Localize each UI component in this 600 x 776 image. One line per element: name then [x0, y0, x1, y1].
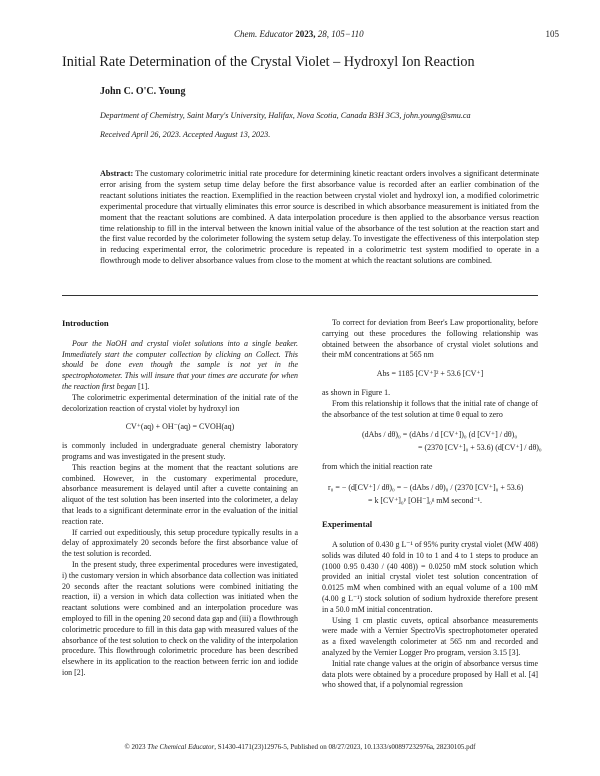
- left-column: [62, 318, 298, 679]
- intro-paragraph-4: This reaction begins at the moment that the reactant solutions are combined. However, in the customary experimental procedure, absorbance measurement is delayed until after a cuvette containing an aliquot of the test solution has been inserted into the colorimeter, a delay that leads to a significant determinate error in the evaluation of the initial reaction rate.: [62, 462, 298, 526]
- experimental-paragraph-1: A solution of 0.430 g L⁻¹ of 95% purity crystal violet (MW 408) solids was diluted 40 fold in 10 to 1 and 4 to 1 steps to produce an (1000 0.95 0.430 / (40 408)) = 0.0250 mM stock solution which provided an initial crystal violet test solution concentration of 0.0125 mM when combined with an equal volume of a 100 mM (4.00 g L⁻¹) stock solution of sodium hydroxide therefore present in a 50.0 mM initial concentration.: [322, 539, 538, 614]
- page-footer: © 2023 The Chemical Educator, S1430-4171(23)12976-5, Published on 08/27/2023, 10.1333/s00897232976a, 28230105.pdf: [124, 743, 476, 751]
- initial-rate-equation: r₀ = − (d[CV⁺] / dθ)₀ = − (dAbs / dθ)₀ / (2370 [CV⁺]₀ + 53.6) = k [CV⁺]₀ᵖ [OH⁻]₀ᵍ mM second⁻¹.: [328, 483, 524, 506]
- experimental-heading: Experimental: [322, 519, 373, 530]
- abstract: [100, 169, 539, 267]
- running-header: [234, 29, 364, 39]
- figure-reference: as shown in Figure 1.: [322, 387, 391, 397]
- received-accepted-dates: Received April 26, 2023. Accepted August 13, 2023.: [100, 130, 271, 139]
- intro-paragraph-3: is commonly included in undergraduate general chemistry laboratory programs and was investigated in the present study.: [62, 441, 298, 461]
- rate-equation: (dAbs / dθ)₀ = (dAbs / d [CV⁺])₀ (d [CV⁺] / dθ)₀ = (2370 [CV⁺]₀ + 53.6) (d[CV⁺] / dθ)₀: [362, 430, 542, 453]
- volume-pages: 28, 105−110: [317, 29, 364, 39]
- reaction-equation: CV⁺(aq) + OH⁻(aq) = CVOH(aq): [125, 422, 235, 432]
- article-title: Initial Rate Determination of the Crystal Violet – Hydroxyl Ion Reaction: [62, 54, 475, 70]
- abstract-text: The customary colorimetric initial rate procedure for determining kinetic reactant orders involves a significant determinate error arising from the system setup time delay before the first absorbance value is recorded after an earlier combination of the reactant solutions initiates the reaction. Exemplified in the reaction between crystal violet and hydroxyl ion, a modified colorimetric experimental procedure that virtually eliminates this error source is described in which absorbance measurement is initiated from the moment that the reactant solutions are combined. A data interpolation procedure is then applied to the absorbance versus reaction time relationship to fill in the interval between the known initial value of the absorbance of the test solution at the reaction start and the first value recorded by the colorimeter following the system setup delay. To investigate the effectiveness of this interpolation step in reducing experimental error, the colorimetric procedure is repeated in a colorimetric test system modified to operate in a flowthrough mode to deliver absorbance values from close to the moment at which the reactant solutions are combined.: [100, 169, 539, 266]
- intro-quote: Pour the NaOH and crystal violet solutions into a single beaker. Immediately start the computer collection by clicking on Collect. This should be done even though the sample is not yet in the spectrophotometer. This will insure that your times are accurate for when the reaction first began [1].: [62, 338, 298, 391]
- absorbance-equation: Abs = 1185 [CV⁺]² + 53.6 [CV⁺]: [376, 369, 484, 379]
- page-number: 105: [545, 29, 559, 39]
- abstract-label: Abstract:: [100, 169, 134, 178]
- affiliation: Department of Chemistry, Saint Mary's University, Halifax, Nova Scotia, Canada B3H 3C3, john.young@smu.ca: [100, 111, 471, 120]
- initial-rate-lead: from which the initial reaction rate: [322, 462, 433, 472]
- intro-paragraph-5: If carried out expeditiously, this setup procedure typically results in a delay of approximately 20 seconds before the first absorbance value of the test solution is recorded.: [62, 527, 298, 559]
- introduction-heading: Introduction: [62, 318, 109, 328]
- journal-year: 2023,: [295, 29, 316, 39]
- intro-paragraph-6: In the present study, three experimental procedures were investigated, i) the customary version in which absorbance data collection was initiated 20 seconds after the reactant solutions were combined initiating the reaction, ii) a version in which data collection was initiated when the reactant solutions were combined and an interpolation procedure was employed to fill in the opening 20 second data gap and (iii) a flowthrough colorimetric procedure to fill in this data gap with measured values of the absorbance of the test solution to check on the validity of the interpolation procedure. This flowthrough colorimetric procedure has been described elsewhere in its application to the reaction between ferric ion and iodide ion [2].: [62, 559, 298, 677]
- author-name: John C. O'C. Young: [100, 86, 186, 97]
- experimental-paragraph-2: Using 1 cm plastic cuvets, optical absorbance measurements were made with a Vernier SpectroVis spectrophotometer operated as a fixed wavelength colorimeter at 565 nm and recorded and analyzed by the Vernier Logger Pro program, version 3.15 [3].: [322, 615, 538, 657]
- rate-paragraph: From this relationship it follows that the initial rate of change of the absorbance of the test solution at time θ equal to zero: [322, 398, 538, 419]
- abstract-divider: [62, 295, 538, 296]
- journal-name: Chem. Educator: [234, 29, 293, 39]
- experimental-paragraph-3: Initial rate change values at the origin of absorbance versus time data plots were obtained by a procedure proposed by Hall et al. [4] who showed that, if a polynomial regression: [322, 658, 538, 690]
- right-column: [322, 318, 542, 691]
- beers-law-paragraph: To correct for deviation from Beer's Law proportionality, before carrying out these procedures the following relationship was obtained between the absorbance of crystal violet solutions and their mM concentrations at 565 nm: [322, 318, 538, 360]
- intro-paragraph-2: The colorimetric experimental determination of the initial rate of the decolorization reaction of crystal violet by hydroxyl ion: [62, 392, 298, 413]
